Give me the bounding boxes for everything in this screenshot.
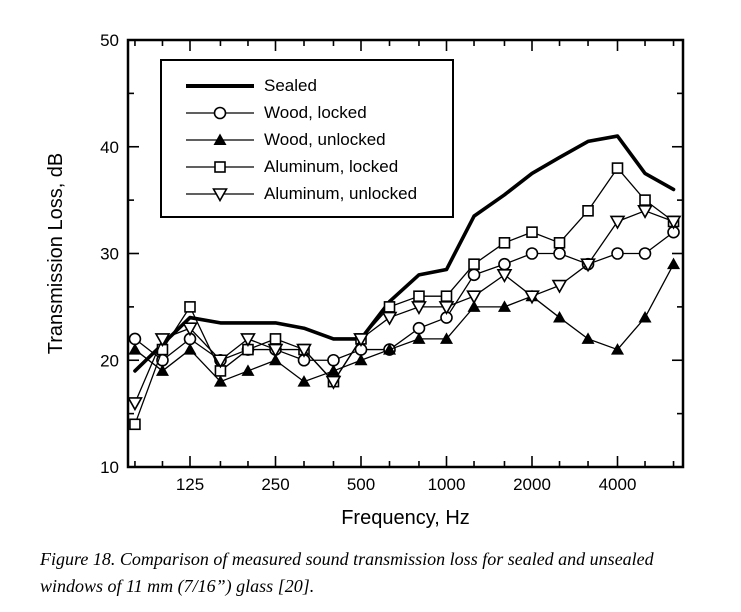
- filled-triangle-marker: [241, 364, 254, 376]
- filled-triangle-marker: [214, 133, 227, 145]
- inverted-triangle-marker: [214, 189, 227, 201]
- filled-triangle-marker: [553, 311, 566, 323]
- filled-triangle-marker: [355, 354, 368, 366]
- inverted-triangle-marker: [128, 398, 141, 410]
- circle-marker: [215, 107, 226, 118]
- circle-marker: [499, 259, 510, 270]
- square-marker: [613, 163, 623, 173]
- caption-line-2: windows of 11 mm (7/16”) glass [20].: [40, 576, 315, 596]
- legend-item-label: Sealed: [264, 75, 317, 95]
- circle-marker: [328, 355, 339, 366]
- circle-marker: [612, 248, 623, 259]
- legend-item: [184, 126, 452, 153]
- x-tick-label: 125: [175, 475, 205, 494]
- circle-marker: [527, 248, 538, 259]
- square-marker: [583, 206, 593, 216]
- x-tick-label: 1000: [427, 475, 466, 494]
- square-marker: [185, 302, 195, 312]
- x-tick-label: 500: [346, 475, 376, 494]
- square-marker-swatch-icon: [184, 159, 256, 175]
- circle-marker: [469, 269, 480, 280]
- filled-triangle-marker: [128, 343, 141, 355]
- square-marker: [414, 291, 424, 301]
- inverted-triangle-marker: [468, 291, 481, 303]
- filled-triangle-marker: [412, 332, 425, 344]
- square-marker: [442, 291, 452, 301]
- square-marker: [130, 419, 140, 429]
- legend-item: [184, 99, 452, 126]
- legend-item-label: Wood, unlocked: [264, 129, 386, 149]
- square-marker: [215, 162, 225, 172]
- inverted-triangle-marker: [611, 216, 624, 228]
- filled-triangle-marker: [667, 258, 680, 270]
- circle-marker: [413, 323, 424, 334]
- x-tick-label: 250: [261, 475, 290, 494]
- inverted-triangle-marker: [553, 281, 566, 293]
- circle-marker-swatch-icon: [184, 105, 256, 121]
- square-marker: [555, 238, 565, 248]
- legend-item: [184, 153, 452, 180]
- inverted-triangle-marker: [383, 313, 396, 325]
- figure-caption: [40, 546, 740, 600]
- circle-marker: [640, 248, 651, 259]
- square-marker: [271, 334, 281, 344]
- filled-triangle-marker: [156, 364, 169, 376]
- legend: [160, 59, 454, 218]
- y-tick-label: 20: [100, 351, 119, 371]
- filled-triangle-marker: [639, 311, 652, 323]
- legend-item: [184, 72, 452, 99]
- filled-triangle-marker: [498, 300, 511, 312]
- circle-marker: [554, 248, 565, 259]
- inverted-triangle-marker: [412, 302, 425, 314]
- x-axis-title: Frequency, Hz: [341, 507, 470, 529]
- circle-marker: [129, 333, 140, 344]
- square-marker: [469, 259, 479, 269]
- filled-triangle-marker: [582, 332, 595, 344]
- square-marker: [499, 238, 509, 248]
- legend-item-label: Aluminum, locked: [264, 156, 399, 176]
- inverted-triangle-marker: [498, 270, 511, 282]
- series-aluminum-unlocked: [128, 206, 680, 410]
- inverted-triangle-marker: [241, 334, 254, 346]
- x-tick-label: 4000: [598, 475, 637, 494]
- y-tick-label: 50: [100, 31, 119, 50]
- y-axis-title: Transmission Loss, dB: [45, 152, 67, 355]
- sealed-line-swatch-icon: [184, 78, 256, 94]
- square-marker: [527, 227, 537, 237]
- filled-triangle-marker: [298, 375, 311, 387]
- y-tick-label: 30: [100, 244, 119, 264]
- y-tick-label: 10: [100, 458, 119, 477]
- caption-line-1: Figure 18. Comparison of measured sound transmission loss for sealed and unsealed: [40, 549, 654, 569]
- inverted-triangle-marker-swatch-icon: [184, 186, 256, 202]
- square-marker: [640, 195, 650, 205]
- legend-item: [184, 180, 452, 207]
- legend-item-label: Wood, locked: [264, 102, 367, 122]
- filled-triangle-marker: [184, 343, 197, 355]
- inverted-triangle-marker: [639, 206, 652, 218]
- x-tick-label: 2000: [513, 475, 551, 494]
- filled-triangle-marker-swatch-icon: [184, 132, 256, 148]
- square-marker: [385, 302, 395, 312]
- y-tick-label: 40: [100, 137, 119, 157]
- legend-item-label: Aluminum, unlocked: [264, 183, 418, 203]
